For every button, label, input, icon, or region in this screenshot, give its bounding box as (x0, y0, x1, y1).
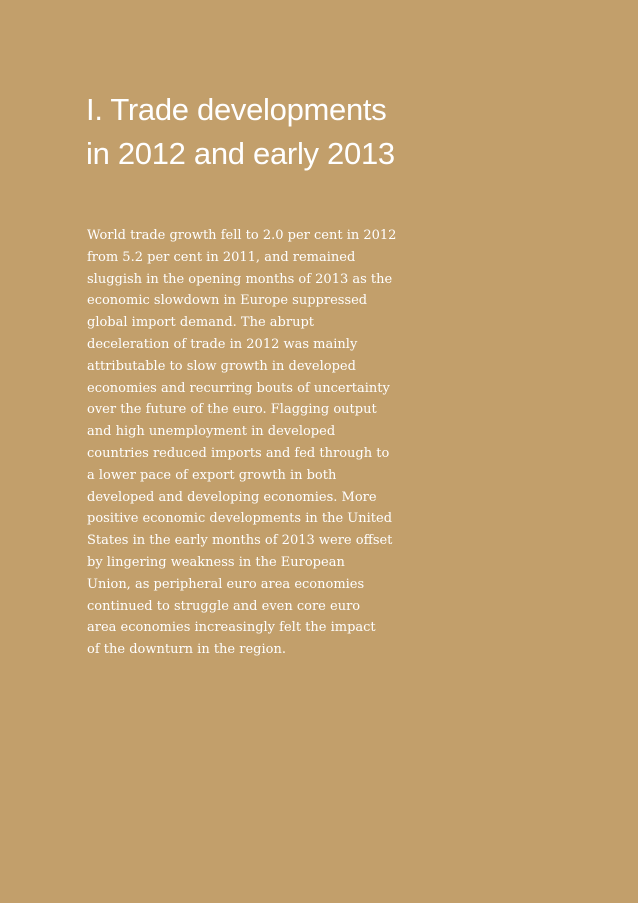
paragraph-line: and high unemployment in developed (87, 424, 336, 440)
paragraph-line: continued to struggle and even core euro (87, 598, 361, 614)
paragraph-line: countries reduced imports and fed through to (87, 445, 390, 461)
paragraph-line: positive economic developments in the United (87, 511, 393, 527)
paragraph-line: World trade growth fell to 2.0 per cent in 2012 (87, 228, 397, 243)
chapter-title-line: I. Trade developments (86, 92, 387, 127)
paragraph-line: of the downturn in the region. (87, 642, 286, 658)
paragraph-line: economic slowdown in Europe suppressed (87, 293, 368, 309)
paragraph-line: Union, as peripheral euro area economies (87, 576, 365, 592)
paragraph-line: economies and recurring bouts of uncertainty (87, 380, 390, 396)
chapter-title-line: in 2012 and early 2013 (86, 136, 395, 171)
paragraph-line: sluggish in the opening months of 2013 as the (87, 271, 393, 287)
paragraph-line: global import demand. The abrupt (87, 315, 314, 331)
paragraph-line: deceleration of trade in 2012 was mainly (87, 336, 358, 352)
paragraph-line: developed and developing economies. More (87, 489, 377, 505)
paragraph-line: by lingering weakness in the European (87, 554, 345, 570)
paragraph-line: States in the early months of 2013 were offset (87, 533, 393, 549)
paragraph-line: over the future of the euro. Flagging output (87, 402, 377, 418)
intro-paragraph (87, 225, 467, 661)
paragraph-line: attributable to slow growth in developed (87, 358, 356, 374)
paragraph-line: area economies increasingly felt the impact (87, 620, 376, 636)
paragraph-line: a lower pace of export growth in both (87, 467, 337, 483)
paragraph-line: from 5.2 per cent in 2011, and remained (87, 249, 356, 265)
chapter-title (86, 88, 546, 176)
